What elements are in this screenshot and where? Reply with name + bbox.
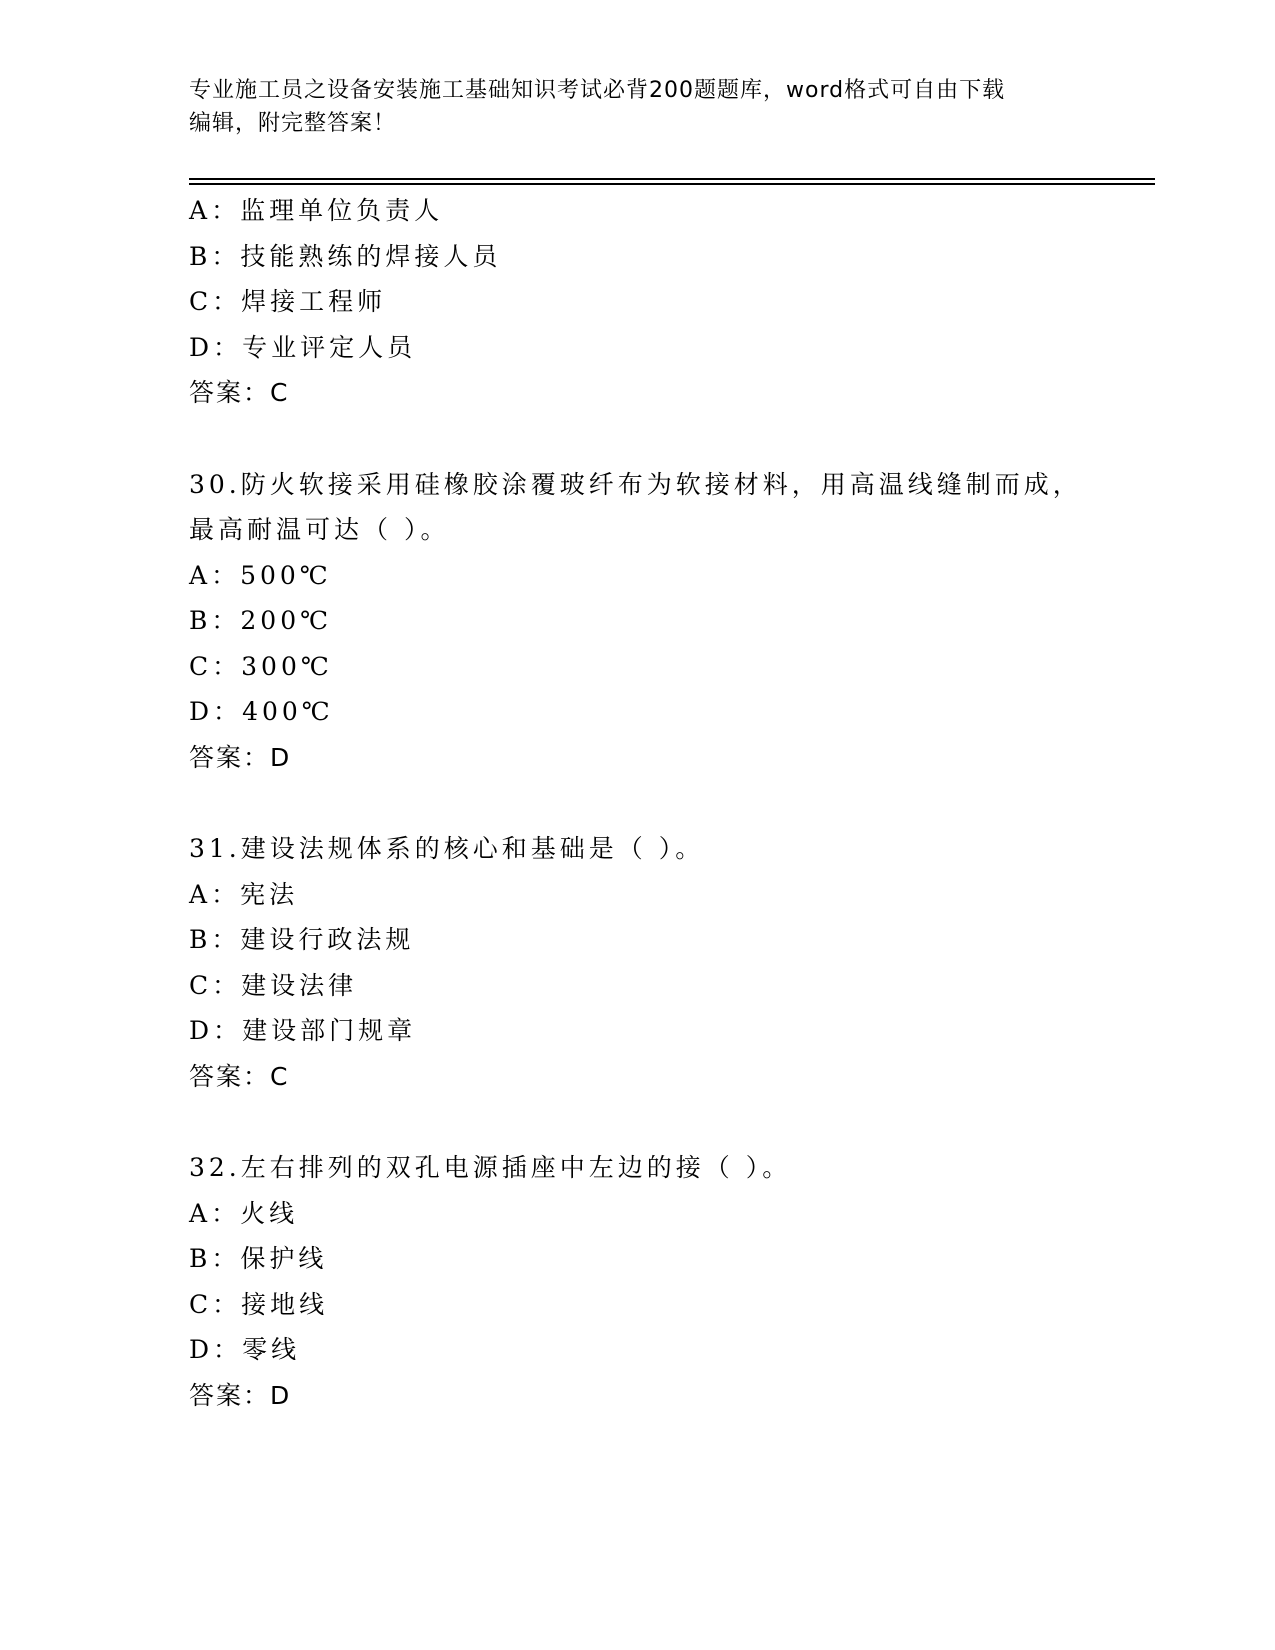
option-text: 火线 [240,1198,299,1228]
block-spacer [189,416,1155,462]
option-text: 200℃ [240,606,333,635]
option-separator: ： [213,1016,243,1045]
option-separator: ： [211,1198,241,1228]
option-letter: A [189,196,212,225]
option-text: 保护线 [240,1244,328,1273]
header-divider-bottom [189,183,1155,185]
option-letter: C [189,970,213,1000]
option-c [189,1282,1155,1328]
answer-line [189,735,1155,781]
option-b [189,234,1155,280]
option-letter: B [189,241,212,271]
option-text: 宪法 [240,879,299,909]
option-separator: ： [213,1335,243,1364]
block-spacer [189,1099,1155,1145]
question-text-line-2: 最高耐温可达（ ）。 [189,515,450,544]
option-separator: ： [211,196,241,225]
option-text: 零线 [242,1335,301,1364]
answer-line [189,1054,1155,1100]
header-divider-top [189,178,1155,180]
question-text-line-1: 30.防火软接采用硅橡胶涂覆玻纤布为软接材料，用高温线缝制而成， [189,469,1082,499]
option-letter: C [189,287,213,316]
option-letter: A [189,560,212,590]
option-b [189,1236,1155,1282]
option-separator: ： [213,697,243,726]
answer-value: D [270,742,292,772]
option-separator: ： [212,1289,242,1319]
answer-value: C [270,1061,290,1091]
option-separator: ： [213,332,243,362]
option-text: 焊接工程师 [241,287,387,316]
option-letter: A [189,879,212,909]
option-a [189,1191,1155,1237]
question-block-30 [189,462,1155,781]
option-d [189,325,1155,371]
option-separator: ： [212,651,242,681]
option-separator: ： [211,241,241,271]
answer-label: 答案： [189,1380,271,1410]
option-b [189,917,1155,963]
document-header [189,74,1089,140]
option-letter: B [189,606,212,635]
option-text: 专业评定人员 [242,332,417,362]
option-text: 监理单位负责人 [240,196,444,225]
answer-label: 答案： [189,378,271,407]
answer-value: D [270,1380,292,1410]
option-letter: A [189,1198,212,1228]
option-a [189,188,1155,234]
option-c [189,644,1155,690]
option-b [189,598,1155,644]
option-separator: ： [212,970,242,1000]
block-spacer [189,780,1155,826]
option-text: 技能熟练的焊接人员 [240,241,502,271]
option-separator: ： [212,287,242,316]
option-a [189,872,1155,918]
answer-line [189,1373,1155,1419]
option-letter: D [189,1335,214,1364]
option-separator: ： [211,1244,241,1273]
option-c [189,279,1155,325]
option-letter: B [189,1244,212,1273]
option-text: 建设行政法规 [240,925,415,954]
option-letter: D [189,332,214,362]
option-separator: ： [211,560,241,590]
header-title-line-2: 编辑，附完整答案！ [189,111,397,136]
option-letter: C [189,651,213,681]
question-block-32 [189,1145,1155,1418]
option-letter: D [189,697,214,726]
header-title-line-1: 专业施工员之设备安装施工基础知识考试必背200题题库，word格式可自由下载 [189,78,1006,103]
option-text: 建设部门规章 [242,1016,417,1045]
option-text: 300℃ [241,651,333,681]
question-block-31 [189,826,1155,1099]
question-block-29 [189,188,1155,416]
option-c [189,963,1155,1009]
option-a [189,553,1155,599]
option-d [189,1327,1155,1373]
option-text: 400℃ [242,697,334,726]
option-text: 500℃ [240,560,332,590]
answer-line [189,370,1155,416]
question-text-line-1: 32.左右排列的双孔电源插座中左边的接（ ）。 [189,1153,792,1182]
option-text: 接地线 [241,1289,329,1319]
option-separator: ： [211,606,241,635]
option-d [189,1008,1155,1054]
option-separator: ： [211,879,241,909]
option-letter: D [189,1016,214,1045]
option-letter: C [189,1289,213,1319]
option-letter: B [189,925,212,954]
answer-value: C [270,378,290,407]
question-list [189,188,1155,1418]
answer-label: 答案： [189,742,271,772]
question-text-line-1: 31.建设法规体系的核心和基础是（ ）。 [189,834,705,863]
option-d [189,689,1155,735]
option-separator: ： [211,925,241,954]
answer-label: 答案： [189,1061,271,1091]
option-text: 建设法律 [241,970,358,1000]
